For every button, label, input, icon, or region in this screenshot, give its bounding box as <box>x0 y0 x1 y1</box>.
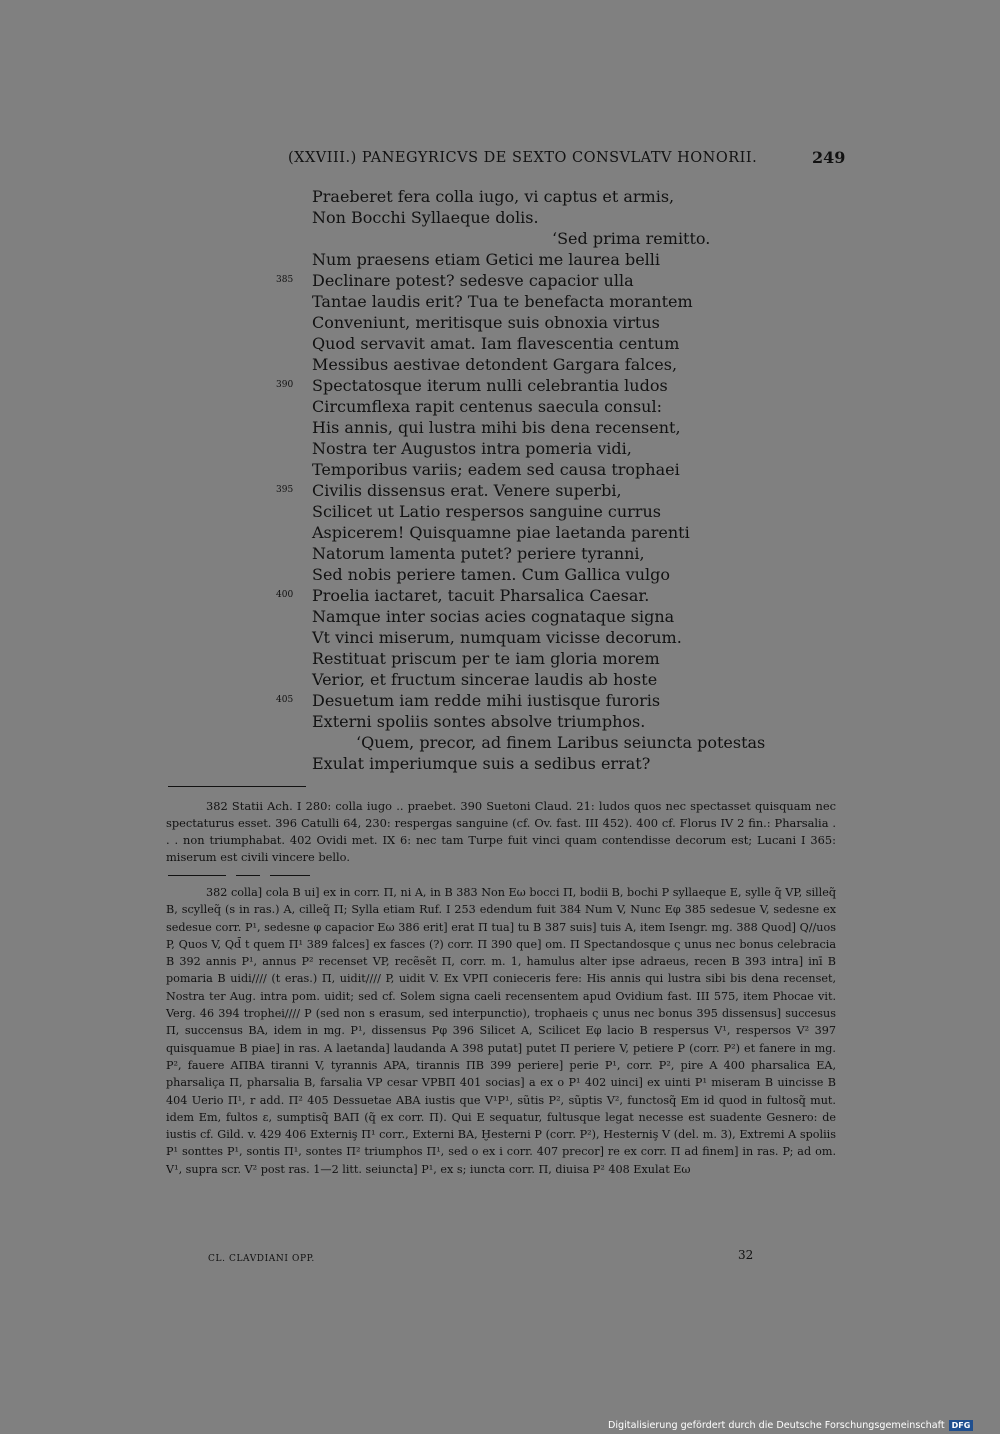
attribution-bar <box>608 1418 973 1432</box>
verse-line: Natorum lamenta putet? periere tyranni, <box>312 544 645 563</box>
verse-line: Praeberet fera colla iugo, vi captus et armis, <box>312 187 675 206</box>
sheet-number: 32 <box>738 1248 754 1262</box>
verse-line: Aspicerem! Quisquamne piae laetanda parenti <box>312 523 690 542</box>
verse-line: Sed nobis periere tamen. Cum Gallica vulgo <box>312 565 670 584</box>
verse-line: 395 Civilis dissensus erat. Venere superbi, <box>276 481 622 500</box>
verse-line: Verior, et fructum sincerae laudis ab hoste <box>312 670 658 689</box>
verse-line: Non Bocchi Syllaeque dolis. <box>312 208 539 227</box>
verse-line: ‘Sed prima remitto. <box>552 229 711 248</box>
poem-text <box>276 186 772 774</box>
verse-line: Exulat imperiumque suis a sedibus errat? <box>312 754 651 773</box>
verse-line: Scilicet ut Latio respersos sanguine currus <box>312 502 661 521</box>
critical-apparatus: 382 colla] cola B ui] ex in corr. Π, ni A, in B 383 Non Eω bocci Π, bodii B, bochi P syllaeque E, sylle q̃ VP, silleq̃ B, scylleq̃ (s in ras.) A, cilleq̃ Π; Sylla etiam Ruf. I 253 edendum fuit 384 Num V, Nunc Eφ 385 sedesue V, sedesne ex sedesue corr. P¹, sedesne φ capacior Eω 386 erit] erat Π tua] tu B 387 suis] tuis A, item Isengr. mg. 388 Quod] Q//uos P, Quos V, Qd̄ t quem Π¹ 389 falces] ex fasces (?) corr. Π 390 que] om. Π Spectandosque ς unus nec bonus celebracia B 392 annis P¹, annus P² recenset VP, recẽsẽt Π, corr. m. 1, hamulus alter ipse adraeus, recen B 393 intra] inī B pomaria B uidi//// (t eras.) Π, uidit//// P, uidit V. Ex VPΠ conieceris fere: His annis qui lustra sibi bis dena recenset, Nostra ter Aug. intra pom. uidit; sed cf. Solem signa caeli recensentem apud Ovidium fast. III 575, item Phocae vit. Verg. 46 394 trophei//// P (sed non s erasum, sed interpunctio), trophaeis ς unus nec bonus 395 dissensus] succesus Π, succensus BA, idem in mg. P¹, dissensus Pφ 396 Silicet A, Scilicet Eφ lacio B respersus V¹, respersos V² 397 quisquamue B piae] in ras. A laetanda] laudanda A 398 putat] putet Π periere V, petiere P (corr. P²) et fanere in mg. P², fauere AΠBA tiranni V, tyrannis APA, tirannis ΠB 399 periere] perie P¹, corr. P², pire A 400 pharsalica EA, pharsaliça Π, pharsalia B, farsalia VP cesar VPBΠ 401 socias] a ex o P¹ 402 uinci] ex uinti P¹ miseram B uincisse B 404 Uerio Π¹, r add. Π² 405 Dessuetae ABA iustis que V¹P¹, sũtis P², sũptis V², functosq̃ Em id quod in fultosq̃ mut. idem Em, fultos ε, sumptisq̃ BAΠ (q̃ ex corr. Π). Qui E sequatur, fultusque legat necesse est suadente Gesnero: de iustis cf. Gild. v. 429 406 Externiş Π¹ corr., Externi BA, Ḫesterni P (corr. P²), Hesterniş V (del. m. 3), Extremi A spoliis P¹ sonttes P¹, sontis Π¹, sontes Π² triumphos Π¹, sed o ex i corr. 407 precor] re ex corr. Π ad finem] in ras. P; ad om. V¹, supra scr. V² post ras. 1—2 litt. seiuncta] P¹, ex s; iuncta corr. Π, diuisa P² 408 Exulat Eω <box>166 886 836 1176</box>
separator-rule <box>168 786 306 787</box>
page-number: 249 <box>812 148 846 167</box>
line-number: 405 <box>276 695 294 705</box>
verse-line: Circumflexa rapit centenus saecula consul: <box>312 397 662 416</box>
verse-line: Num praesens etiam Getici me laurea belli <box>312 250 661 269</box>
verse-line: Temporibus variis; eadem sed causa trophaei <box>312 460 680 479</box>
verse-line: 400 Proelia iactaret, tacuit Pharsalica Caesar. <box>276 586 650 605</box>
verse-line: 390 Spectatosque iterum nulli celebrantia ludos <box>276 376 668 395</box>
verse-line: Nostra ter Augustos intra pomeria vidi, <box>312 439 632 458</box>
verse-line: Quod servavit amat. Iam flavescentia centum <box>312 334 680 353</box>
separator-rule <box>236 875 260 876</box>
verse-line: Conveniunt, meritisque suis obnoxia virtus <box>312 313 660 332</box>
testimonia-notes: 382 Statii Ach. I 280: colla iugo .. praebet. 390 Suetoni Claud. 21: ludos quos nec spectasset quisquam nec spectaturus esset. 396 Catulli 64, 230: respergas sanguine (cf. Ov. fast. III 452). 400 cf. Florus IV 2 fin.: Pharsalia . . . non triumphabat. 402 Ovidi met. IX 6: nec tam Turpe fuit vinci quam contendisse decorum est; Lucani I 365: miserum est civili vincere bello. <box>166 799 836 864</box>
verse-line: 385 Declinare potest? sedesve capacior ulla <box>276 271 634 290</box>
separator-rule <box>270 875 310 876</box>
printer-signature: CL. CLAVDIANI OPP. <box>208 1254 315 1264</box>
verse-line: Restituat priscum per te iam gloria morem <box>312 649 660 668</box>
verse-line: Namque inter socias acies cognataque signa <box>312 607 675 626</box>
dfg-logo-icon: DFG <box>949 1420 974 1431</box>
line-number: 395 <box>276 485 294 495</box>
verse-line: Tantae laudis erit? Tua te benefacta morantem <box>312 292 693 311</box>
verse-line: 405 Desuetum iam redde mihi iustisque furoris <box>276 691 661 710</box>
running-head: (XXVIII.) PANEGYRICVS DE SEXTO CONSVLATV HONORII. <box>288 150 758 166</box>
line-number: 385 <box>276 275 294 285</box>
separator-rule <box>168 875 226 876</box>
verse-line: Vt vinci miserum, numquam vicisse decorum. <box>312 628 682 647</box>
verse-line: Externi spoliis sontes absolve triumphos. <box>312 712 646 731</box>
attribution-text: Digitalisierung gefördert durch die Deutsche Forschungsgemeinschaft <box>608 1419 945 1431</box>
line-number: 390 <box>276 380 294 390</box>
verse-line: His annis, qui lustra mihi bis dena recensent, <box>312 418 681 437</box>
line-number: 400 <box>276 590 294 600</box>
verse-line: ‘Quem, precor, ad finem Laribus seiuncta potestas <box>356 733 766 752</box>
verse-line: Messibus aestivae detondent Gargara falces, <box>312 355 678 374</box>
